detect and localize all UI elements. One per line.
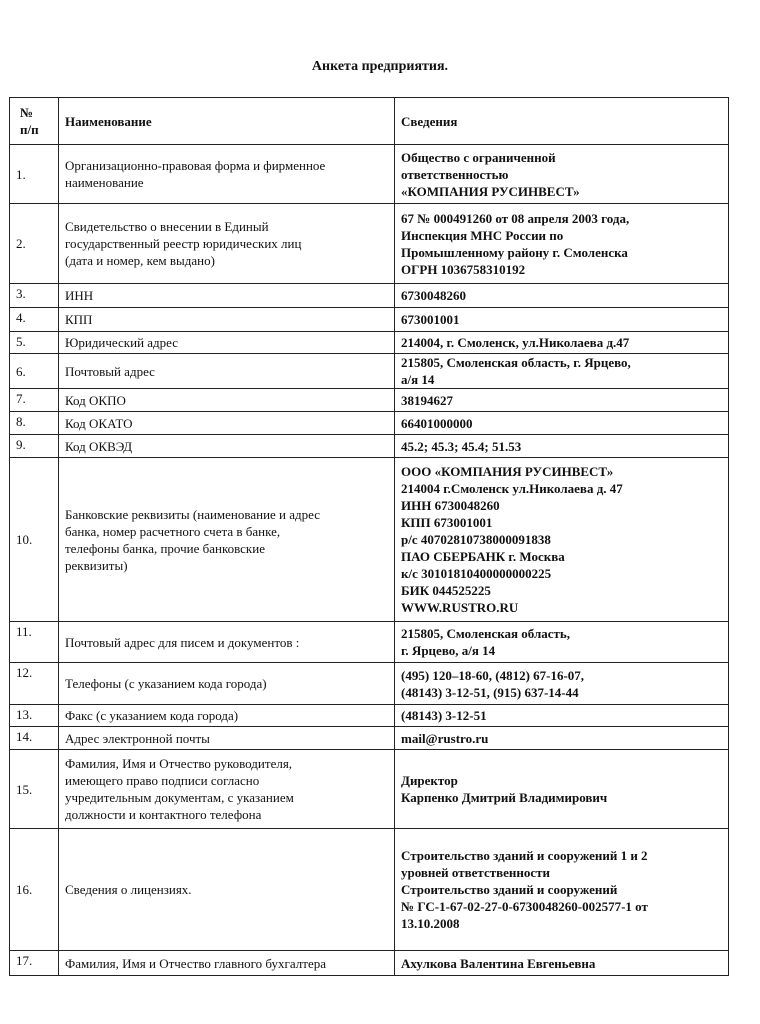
- company-form-table: [9, 97, 729, 976]
- field-value-line: г. Ярцево, а/я 14: [401, 643, 496, 658]
- row-field-value: [395, 284, 729, 308]
- field-name-line: Почтовый адрес для писем и документов :: [65, 634, 300, 650]
- field-value-line: ОГРН 1036758310192: [401, 261, 526, 277]
- field-name-line: Адрес электронной почты: [65, 730, 210, 746]
- field-value-line: к/с 30101810400000000225: [401, 566, 552, 581]
- table-row: [10, 663, 729, 705]
- row-field-value: [395, 145, 729, 204]
- table-row: [10, 829, 729, 951]
- row-number: 3.: [10, 284, 59, 308]
- row-field-value: [395, 951, 729, 976]
- field-value-line: Директор: [401, 773, 458, 788]
- row-field-name: [59, 663, 395, 705]
- field-name-line: Свидетельство о внесении в Единый: [65, 219, 269, 234]
- row-number: 2.: [10, 204, 59, 284]
- field-value-line: Строительство зданий и сооружений 1 и 2: [401, 848, 648, 863]
- field-name-line: наименование: [65, 175, 144, 190]
- row-field-value: [395, 435, 729, 458]
- row-number: 13.: [10, 705, 59, 727]
- row-number: 16.: [10, 829, 59, 951]
- field-name-line: Фамилия, Имя и Отчество руководителя,: [65, 756, 293, 771]
- field-name-line: Телефоны (с указанием кода города): [65, 676, 267, 691]
- row-number: 5.: [10, 332, 59, 354]
- row-field-name: [59, 727, 395, 750]
- document-title: Анкета предприятия.: [311, 59, 449, 74]
- field-name-line: должности и контактного телефона: [65, 807, 262, 822]
- header-num-line: п/п: [20, 122, 39, 137]
- field-value-line: Карпенко Дмитрий Владимирович: [401, 790, 608, 805]
- row-number: 17.: [10, 951, 59, 976]
- row-field-value: [395, 750, 729, 829]
- field-name-line: Факс (с указанием кода города): [65, 708, 239, 723]
- row-field-name: [59, 354, 395, 389]
- header-name: Наименование: [59, 98, 395, 145]
- table-row: [10, 204, 729, 284]
- row-field-name: [59, 705, 395, 727]
- field-value-line: КПП 673001001: [401, 515, 493, 530]
- field-name-line: Код ОКВЭД: [65, 438, 133, 454]
- field-value-line: 215805, Смоленская область,: [401, 626, 571, 641]
- field-value-line: Инспекция МНС России по: [401, 227, 564, 243]
- table-row: [10, 458, 729, 622]
- row-field-value: [395, 622, 729, 663]
- row-field-value: [395, 332, 729, 354]
- row-field-name: [59, 458, 395, 622]
- row-field-name: [59, 435, 395, 458]
- row-field-name: [59, 622, 395, 663]
- row-number: 10.: [10, 458, 59, 622]
- row-field-name: [59, 951, 395, 976]
- table-row: [10, 284, 729, 308]
- field-value-line: 673001001: [401, 312, 460, 327]
- field-value-line: (48143) 3-12-51: [401, 708, 487, 723]
- field-name-line: реквизиты): [65, 557, 128, 573]
- field-value-line: 6730048260: [401, 288, 466, 303]
- field-name-line: Сведения о лицензиях.: [65, 882, 192, 897]
- row-number: 12.: [10, 663, 59, 705]
- field-name-line: государственный реестр юридических лиц: [65, 236, 302, 251]
- field-name-line: ИНН: [65, 288, 94, 303]
- row-field-name: [59, 750, 395, 829]
- field-value-line: «КОМПАНИЯ РУСИНВЕСТ»: [401, 183, 580, 199]
- field-value-line: уровней ответственности: [401, 865, 551, 880]
- row-number: 8.: [10, 412, 59, 435]
- field-value-line: Промышленному району г. Смоленска: [401, 244, 628, 260]
- row-field-value: [395, 458, 729, 622]
- row-field-value: [395, 354, 729, 389]
- row-field-value: [395, 412, 729, 435]
- field-value-line: ИНН 6730048260: [401, 498, 500, 513]
- row-field-name: [59, 332, 395, 354]
- field-name-line: банка, номер расчетного счета в банке,: [65, 523, 281, 539]
- field-value-line: 67 № 000491260 от 08 апреля 2003 года,: [401, 210, 630, 226]
- field-value-line: Строительство зданий и сооружений: [401, 882, 618, 897]
- field-value-line: Общество с ограниченной: [401, 149, 556, 165]
- row-field-value: [395, 829, 729, 951]
- table-row: [10, 145, 729, 204]
- table-row: [10, 951, 729, 976]
- table-row: [10, 622, 729, 663]
- table-row: [10, 308, 729, 332]
- field-value-line: 214004 г.Смоленск ул.Николаева д. 47: [401, 481, 623, 496]
- field-value-line: р/с 40702810738000091838: [401, 532, 551, 547]
- row-field-value: [395, 308, 729, 332]
- field-name-line: Код ОКПО: [65, 392, 126, 408]
- field-value-line: (48143) 3-12-51, (915) 637-14-44: [401, 684, 579, 700]
- field-value-line: 13.10.2008: [401, 916, 460, 931]
- header-info: Сведения: [395, 98, 729, 145]
- row-field-name: [59, 829, 395, 951]
- field-name-line: Почтовый адрес: [65, 363, 155, 379]
- field-name-line: Организационно-правовая форма и фирменное: [65, 158, 326, 173]
- table-row: [10, 435, 729, 458]
- field-value-line: ООО «КОМПАНИЯ РУСИНВЕСТ»: [401, 464, 614, 479]
- row-field-name: [59, 284, 395, 308]
- field-value-line: 45.2; 45.3; 45.4; 51.53: [401, 438, 522, 454]
- field-name-line: имеющего право подписи согласно: [65, 773, 260, 788]
- field-value-line: 66401000000: [401, 415, 473, 431]
- field-value-line: WWW.RUSTRO.RU: [401, 600, 519, 615]
- row-number: 9.: [10, 435, 59, 458]
- field-name-line: Код ОКАТО: [65, 415, 133, 431]
- field-value-line: mail@rustro.ru: [401, 730, 489, 746]
- row-field-value: [395, 705, 729, 727]
- table-header-row: [10, 98, 729, 145]
- field-value-line: а/я 14: [401, 372, 435, 387]
- row-field-value: [395, 727, 729, 750]
- row-field-value: [395, 389, 729, 412]
- field-name-line: телефоны банка, прочие банковские: [65, 540, 265, 556]
- field-value-line: (495) 120–18-60, (4812) 67-16-07,: [401, 667, 585, 683]
- table-row: [10, 332, 729, 354]
- table-row: [10, 412, 729, 435]
- table-row: [10, 389, 729, 412]
- field-value-line: 38194627: [401, 392, 453, 408]
- field-name-line: Фамилия, Имя и Отчество главного бухгалтера: [65, 955, 326, 971]
- field-name-line: Юридический адрес: [65, 335, 179, 350]
- row-field-value: [395, 663, 729, 705]
- row-field-name: [59, 412, 395, 435]
- row-field-value: [395, 204, 729, 284]
- row-field-name: [59, 204, 395, 284]
- field-value-line: Ахулкова Валентина Евгеньевна: [401, 955, 596, 971]
- header-num-line: №: [20, 105, 34, 120]
- row-number: 14.: [10, 727, 59, 750]
- row-number: 15.: [10, 750, 59, 829]
- row-number: 1.: [10, 145, 59, 204]
- field-name-line: Банковские реквизиты (наименование и адрес: [65, 506, 321, 522]
- row-field-name: [59, 145, 395, 204]
- table-row: [10, 750, 729, 829]
- row-number: 6.: [10, 354, 59, 389]
- field-value-line: 214004, г. Смоленск, ул.Николаева д.47: [401, 335, 630, 350]
- field-value-line: № ГС-1-67-02-27-0-6730048260-002577-1 от: [401, 899, 648, 914]
- row-field-name: [59, 308, 395, 332]
- table-row: [10, 354, 729, 389]
- row-field-name: [59, 389, 395, 412]
- field-name-line: (дата и номер, кем выдано): [65, 253, 215, 268]
- header-num: [10, 98, 59, 145]
- table-row: [10, 727, 729, 750]
- field-name-line: учредительным документам, с указанием: [65, 790, 294, 805]
- field-value-line: БИК 044525225: [401, 583, 491, 598]
- row-number: 4.: [10, 308, 59, 332]
- table-row: [10, 705, 729, 727]
- row-number: 11.: [10, 622, 59, 663]
- field-value-line: ПАО СБЕРБАНК г. Москва: [401, 549, 565, 564]
- field-value-line: ответственностью: [401, 166, 509, 182]
- field-name-line: КПП: [65, 312, 93, 327]
- field-value-line: 215805, Смоленская область, г. Ярцево,: [401, 355, 631, 370]
- row-number: 7.: [10, 389, 59, 412]
